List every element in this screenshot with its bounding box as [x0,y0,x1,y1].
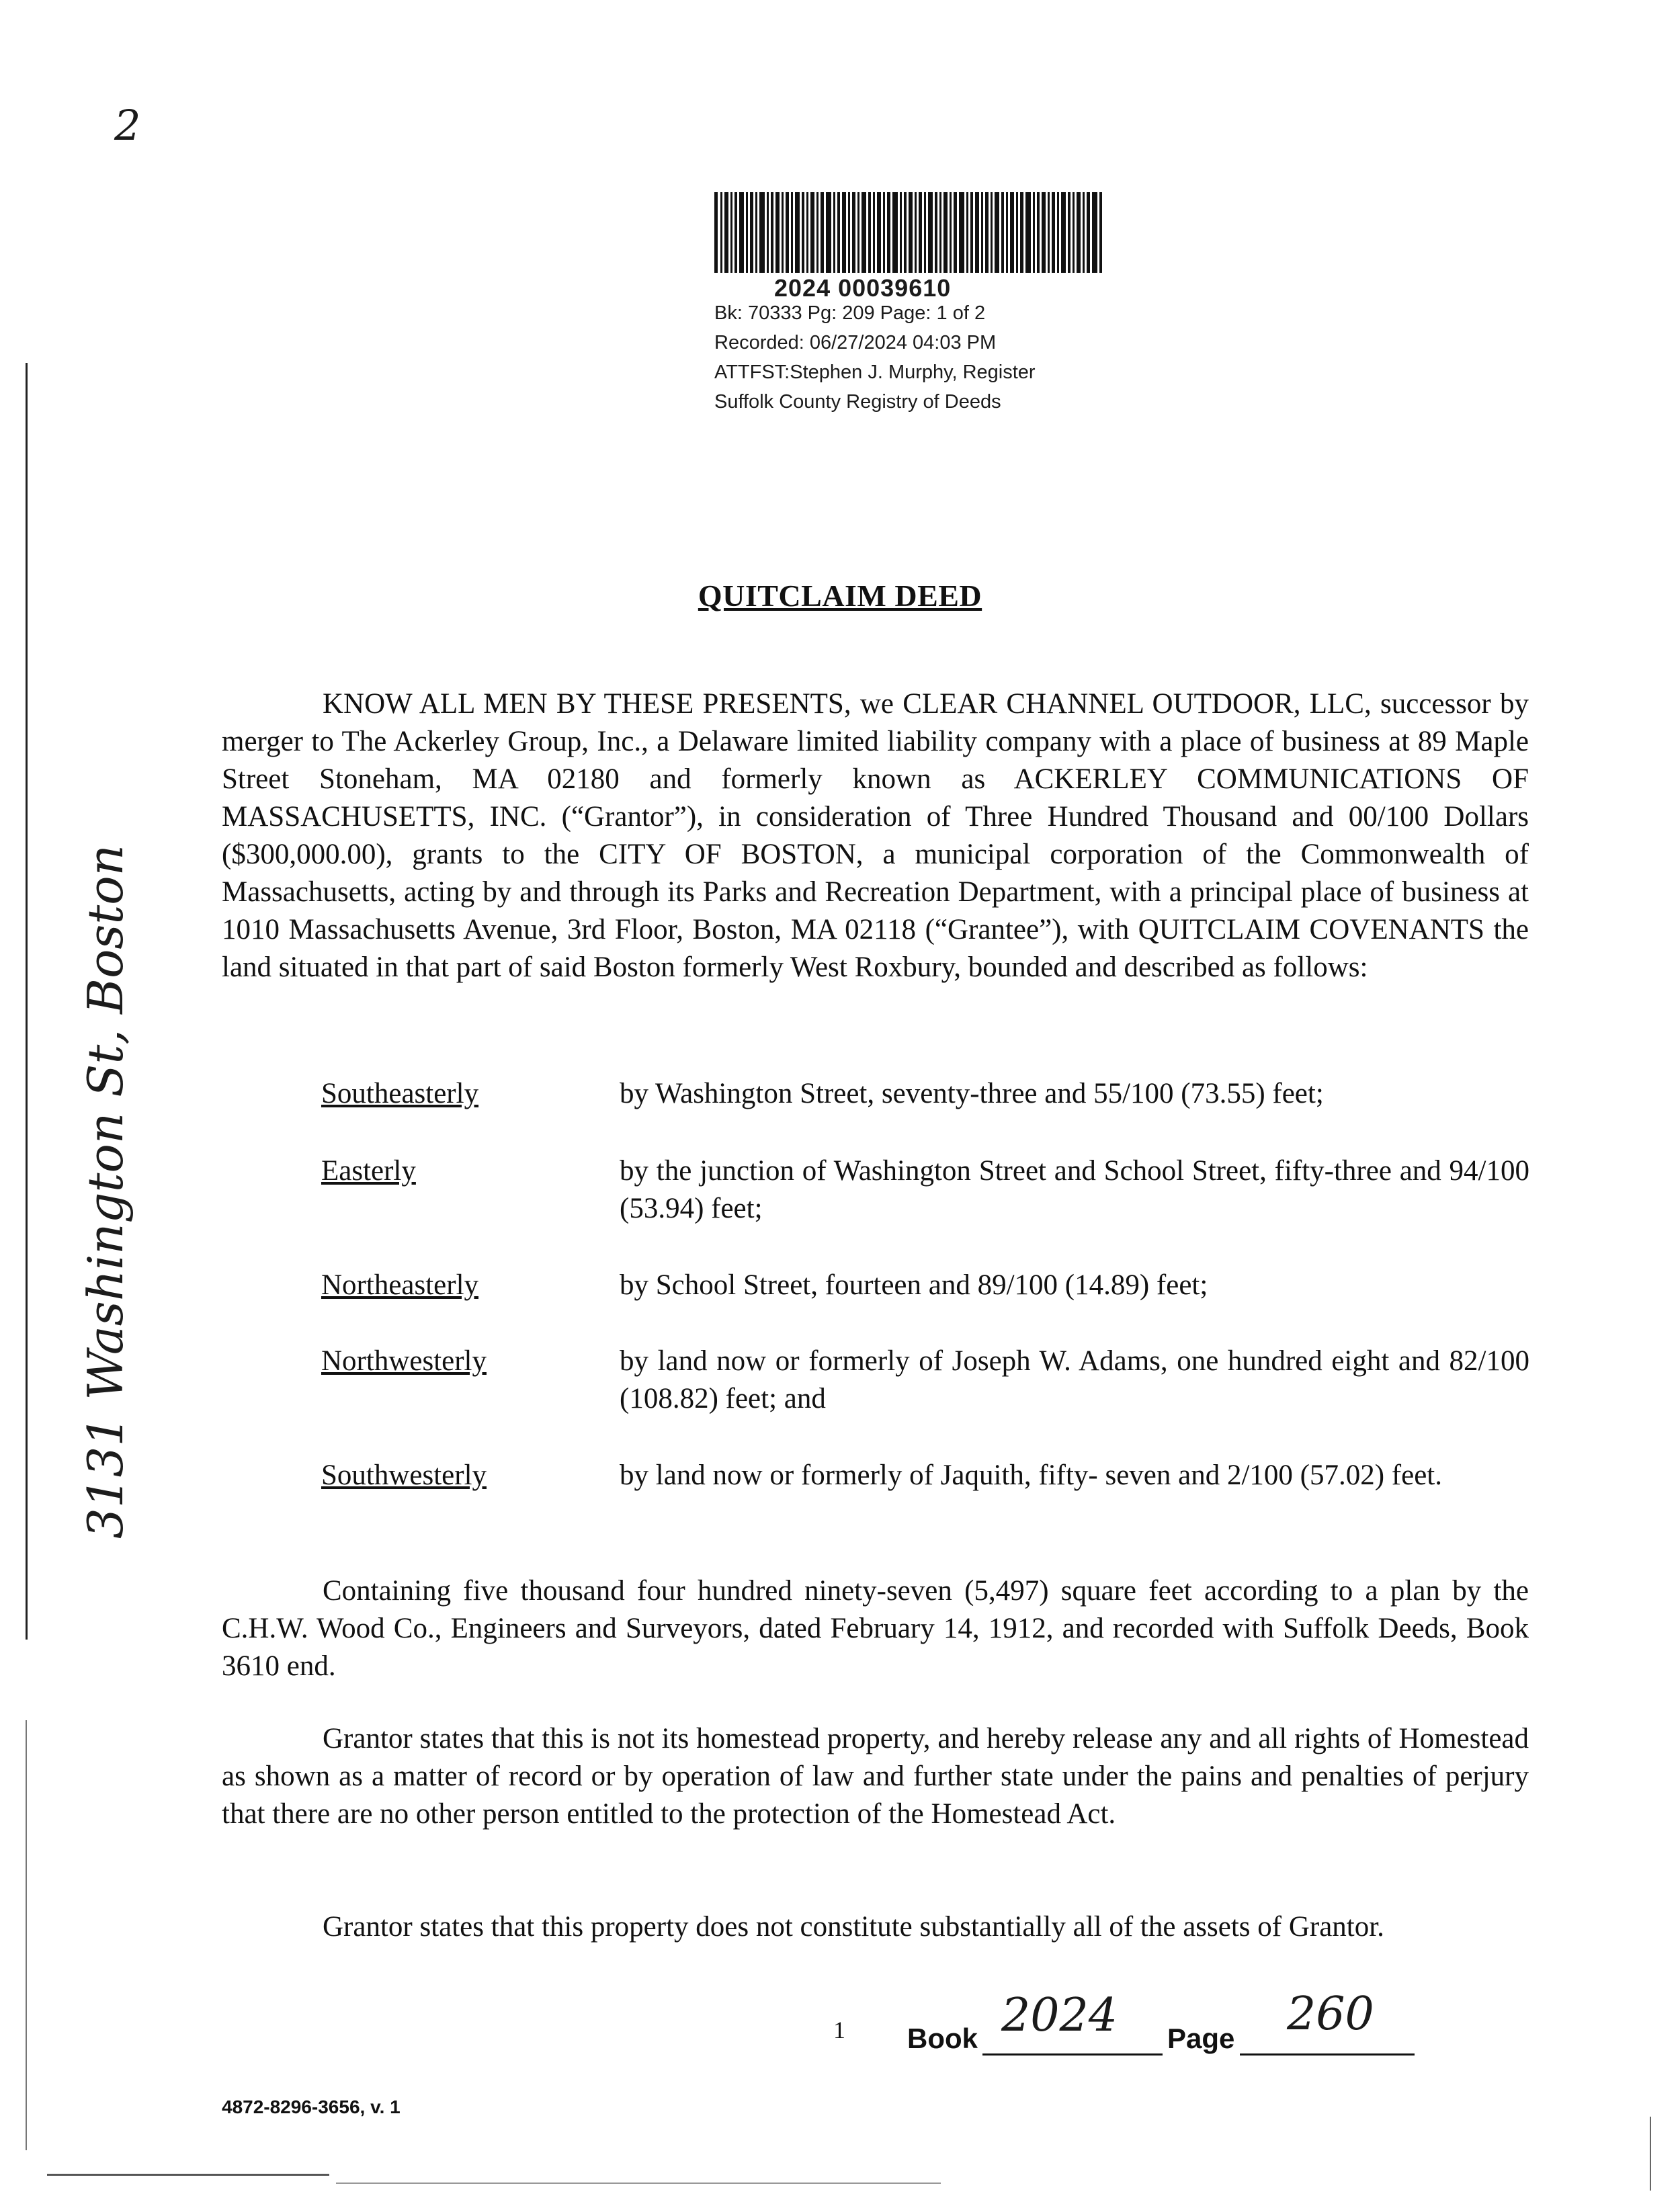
bound-direction: Northwesterly [321,1345,487,1377]
book-handwritten-value: 2024 [1001,1989,1118,2042]
homestead-paragraph: Grantor states that this is not its homestead property, and hereby release any and all rights of Homestead as shown as a matter of record or by operation of law and further state under the pains and penalties of perjury that there are no other person entitled to the protection of the Homestead Act. [222,1723,1529,1830]
page-label: Page [1167,2023,1235,2054]
recording-attest: ATTFST:Stephen J. Murphy, Register [714,362,1036,383]
bound-direction: Southeasterly [321,1078,479,1109]
bound-description: by the junction of Washington Street and School Street, fifty-three and 94/100 (53.94) feet; [620,1155,1529,1224]
bound-description: by land now or formerly of Joseph W. Adams, one hundred eight and 82/100 (108.82) feet; and [620,1345,1529,1414]
page-number: 1 [833,2017,845,2043]
page-handwritten-value: 260 [1287,1988,1374,2041]
scan-right-edge-mark [1650,2117,1651,2191]
bound-description: by Washington Street, seventy-three and 55/100 (73.55) feet; [620,1078,1324,1109]
bound-direction: Southwesterly [321,1459,487,1491]
recording-book-page: Bk: 70333 Pg: 209 Page: 1 of 2 [714,302,986,324]
page-blank-line [1240,2053,1415,2055]
barcode [714,192,1102,273]
scan-edge-line [26,363,28,1640]
assets-paragraph: Grantor states that this property does not constitute substantially all of the assets of Grantor. [323,1911,1384,1943]
bound-description: by School Street, fourteen and 89/100 (14.89) feet; [620,1269,1208,1301]
book-blank-line [982,2053,1163,2055]
scan-edge-line-lower [26,1720,27,2150]
document-title: QUITCLAIM DEED [698,579,982,613]
bound-direction: Easterly [321,1155,416,1187]
area-paragraph: Containing five thousand four hundred ninety-seven (5,497) square feet according to a plan by the C.H.W. Wood Co., Engineers and Surveyors, dated February 14, 1912, and recorded with Suffolk Deeds, Book 3610 end. [222,1575,1529,1682]
grant-paragraph: KNOW ALL MEN BY THESE PRESENTS, we CLEAR CHANNEL OUTDOOR, LLC, successor by merger to The Ackerley Group, Inc., a Delaware limited liability company with a place of business at 89 Maple Street Stoneham, MA 02180 and formerly known as ACKERLEY COMMUNICATIONS OF MASSACHUSETTS, INC. (“Grantor”), in consideration of Three Hundred Thousand and 00/100 Dollars ($300,000.00), grants to the CITY OF BOSTON, a municipal corporation of the Commonwealth of Massachusetts, acting by and through its Parks and Recreation Department, with a principal place of business at 1010 Massachusetts Avenue, 3rd Floor, Boston, MA 02118 (“Grantee”), with QUITCLAIM COVENANTS the land situated in that part of said Boston formerly West Roxbury, bounded and described as follows: [222,688,1529,983]
document-id: 4872-8296-3656, v. 1 [222,2096,401,2117]
book-label: Book [907,2023,978,2054]
scan-bottom-line [47,2174,329,2176]
recording-number: 2024 00039610 [774,274,952,302]
handwritten-page-mark: 2 [114,101,141,150]
scan-bottom-line-faint [336,2182,941,2184]
bound-direction: Northeasterly [321,1269,479,1301]
margin-handwritten-address: 3131 Washington St, Boston [77,844,134,1539]
recording-registry: Suffolk County Registry of Deeds [714,391,1001,413]
recording-date: Recorded: 06/27/2024 04:03 PM [714,332,997,353]
bound-description: by land now or formerly of Jaquith, fifty- seven and 2/100 (57.02) feet. [620,1459,1442,1491]
